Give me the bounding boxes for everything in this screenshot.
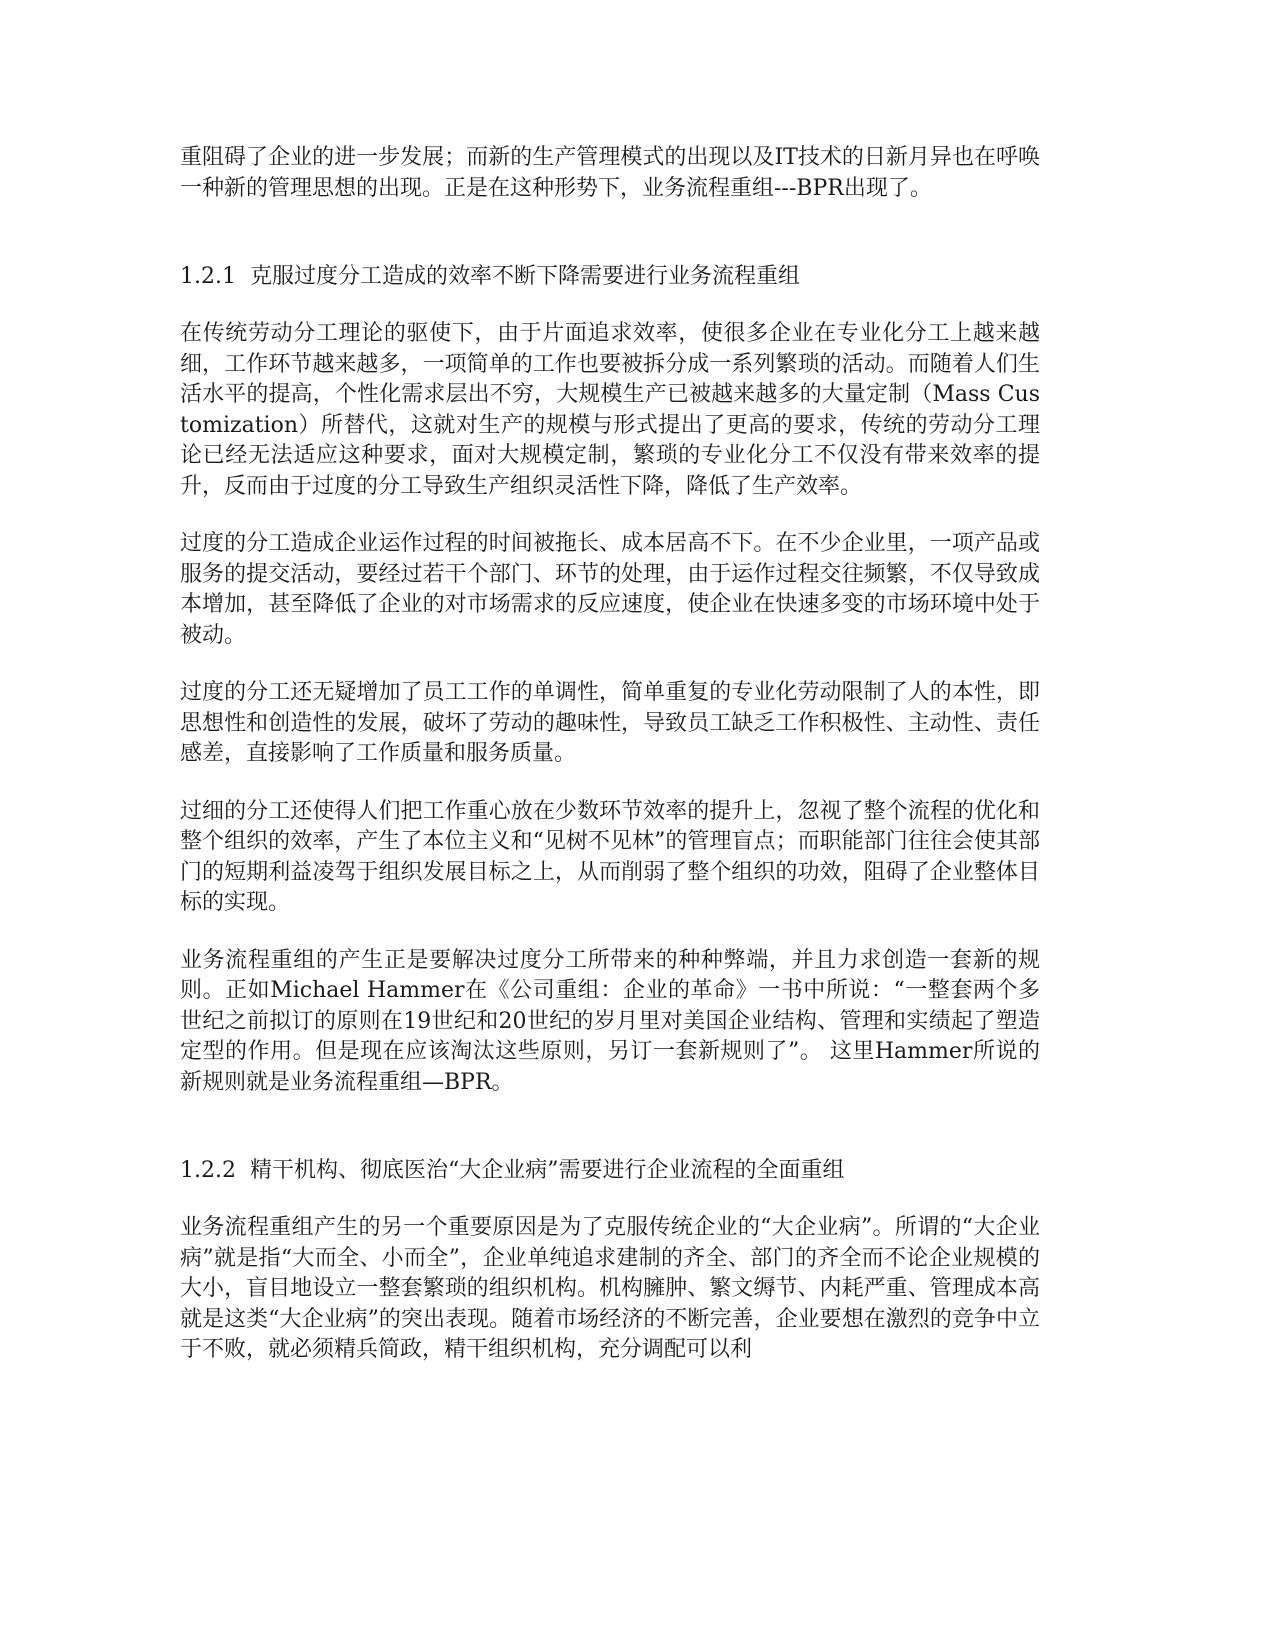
section-title: 精干机构、彻底医治“大企业病”需要进行企业流程的全面重组 [250, 1158, 845, 1183]
section-title: 克服过度分工造成的效率不断下降需要进行业务流程重组 [250, 264, 801, 289]
body-paragraph: 过度的分工造成企业运作过程的时间被拖长、成本居高不下。在不少企业里，一项产品或服务的提交活动，要经过若干个部门、环节的处理，由于运作过程交往频繁，不仅导致成本增加，甚至降低了企业的对市场需求的反应速度，使企业在快速多变的市场环境中处于被动。 [180, 531, 1040, 648]
body-paragraph: 业务流程重组的产生正是要解决过度分工所带来的种种弊端，并且力求创造一套新的规则。正如Michael Hammer在《公司重组：企业的革命》一书中所说：“一整套两个多世纪之前拟订的原则在19世纪和20世纪的岁月里对美国企业结构、管理和实绩起了塑造定型的作用。但是现在应该淘汰这些原则，另订一套新规则了”。 这里Hammer所说的新规则就是业务流程重组—BPR。 [180, 947, 1040, 1095]
body-paragraph: 过细的分工还使得人们把工作重心放在少数环节效率的提升上，忽视了整个流程的优化和整个组织的效率，产生了本位主义和“见树不见林”的管理盲点；而职能部门往往会使其部门的短期利益凌驾于组织发展目标之上，从而削弱了整个组织的功效，阻碍了企业整体目标的实现。 [180, 798, 1040, 915]
section-number: 1.2.2 [180, 1158, 236, 1183]
section-heading-1-2-1 [180, 262, 1040, 292]
body-paragraph: 业务流程重组产生的另一个重要原因是为了克服传统企业的“大企业病”。所谓的“大企业病”就是指“大而全、小而全”，企业单纯追求建制的齐全、部门的齐全而不论企业规模的大小，盲目地设立一整套繁琐的组织机构。机构臃肿、繁文缛节、内耗严重、管理成本高就是这类“大企业病”的突出表现。随着市场经济的不断完善，企业要想在激烈的竞争中立于不败，就必须精兵简政，精干组织机构，充分调配可以利 [180, 1215, 1040, 1362]
section-heading-1-2-2 [180, 1156, 1040, 1186]
section-number: 1.2.1 [180, 264, 236, 289]
body-paragraph: 在传统劳动分工理论的驱使下，由于片面追求效率，使很多企业在专业化分工上越来越细，工作环节越来越多，一项简单的工作也要被拆分成一系列繁琐的活动。而随着人们生活水平的提高，个性化需求层出不穷，大规模生产已被越来越多的大量定制（Mass Customization）所替代，这就对生产的规模与形式提出了更高的要求，传统的劳动分工理论已经无法适应这种要求，面对大规模定制，繁琐的专业化分工不仅没有带来效率的提升，反而由于过度的分工导致生产组织灵活性下降，降低了生产效率。 [180, 321, 1040, 499]
body-paragraph: 过度的分工还无疑增加了员工工作的单调性，简单重复的专业化劳动限制了人的本性，即思想性和创造性的发展，破坏了劳动的趣味性，导致员工缺乏工作积极性、主动性、责任感差，直接影响了工作质量和服务质量。 [180, 680, 1040, 766]
document-page [180, 143, 1040, 1366]
intro-paragraph: 重阻碍了企业的进一步发展；而新的生产管理模式的出现以及IT技术的日新月异也在呼唤一种新的管理思想的出现。正是在这种形势下，业务流程重组---BPR出现了。 [180, 145, 1040, 201]
